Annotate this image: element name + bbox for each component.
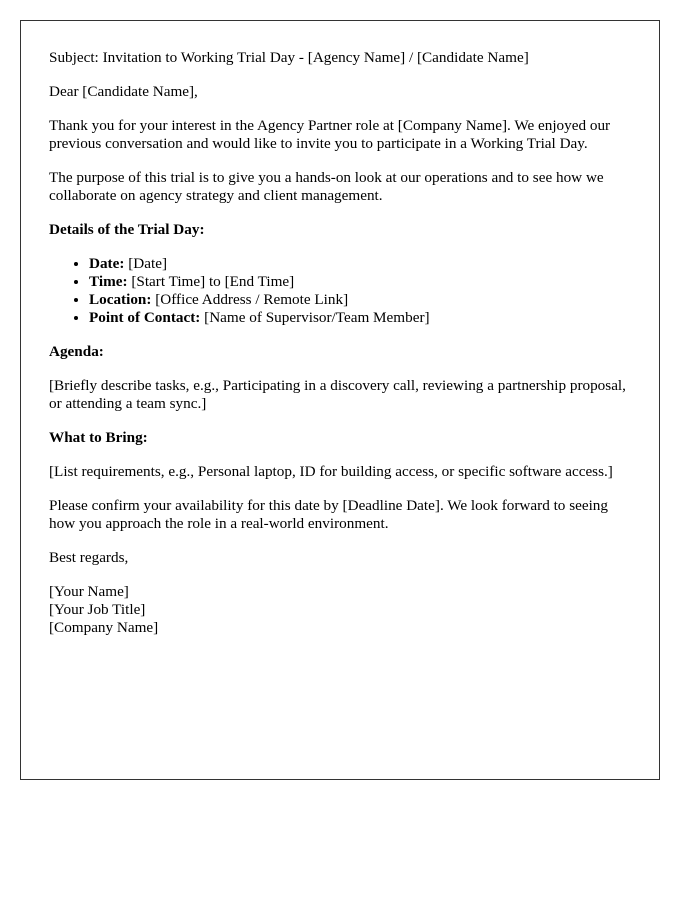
detail-item-date <box>89 255 631 273</box>
signature-title: [Your Job Title] <box>49 601 146 618</box>
signature-name: [Your Name] <box>49 583 129 600</box>
greeting: Dear [Candidate Name], <box>49 83 198 100</box>
detail-item-time <box>89 273 631 291</box>
detail-item-location <box>89 291 631 309</box>
bring-heading: What to Bring: <box>49 429 148 446</box>
detail-label: Time: <box>89 273 128 290</box>
details-list <box>49 255 631 327</box>
detail-value: [Office Address / Remote Link] <box>151 291 349 308</box>
email-subject: Subject: Invitation to Working Trial Day - [Agency Name] / [Candidate Name] <box>49 49 529 66</box>
agenda-heading: Agenda: <box>49 343 104 360</box>
detail-label: Location: <box>89 291 152 308</box>
agenda-text: [Briefly describe tasks, e.g., Participating in a discovery call, reviewing a partnership proposal, or attending a team sync.] <box>49 377 626 412</box>
detail-value: [Start Time] to [End Time] <box>127 273 295 290</box>
letter-document <box>20 20 660 780</box>
details-heading: Details of the Trial Day: <box>49 221 205 238</box>
detail-item-contact <box>89 309 631 327</box>
sign-off: Best regards, <box>49 549 129 566</box>
detail-value: [Date] <box>124 255 168 272</box>
signature-block <box>49 583 631 637</box>
detail-label: Point of Contact: <box>89 309 201 326</box>
detail-label: Date: <box>89 255 125 272</box>
purpose-paragraph: The purpose of this trial is to give you a hands-on look at our operations and to see how we collaborate on agency strategy and client management. <box>49 169 604 204</box>
detail-value: [Name of Supervisor/Team Member] <box>200 309 430 326</box>
closing-paragraph: Please confirm your availability for this date by [Deadline Date]. We look forward to seeing how you approach the role in a real-world environment. <box>49 497 608 532</box>
bring-text: [List requirements, e.g., Personal laptop, ID for building access, or specific software access.] <box>49 463 613 480</box>
signature-company: [Company Name] <box>49 619 159 636</box>
intro-paragraph: Thank you for your interest in the Agency Partner role at [Company Name]. We enjoyed our previous conversation and would like to invite you to participate in a Working Trial Day. <box>49 117 611 152</box>
